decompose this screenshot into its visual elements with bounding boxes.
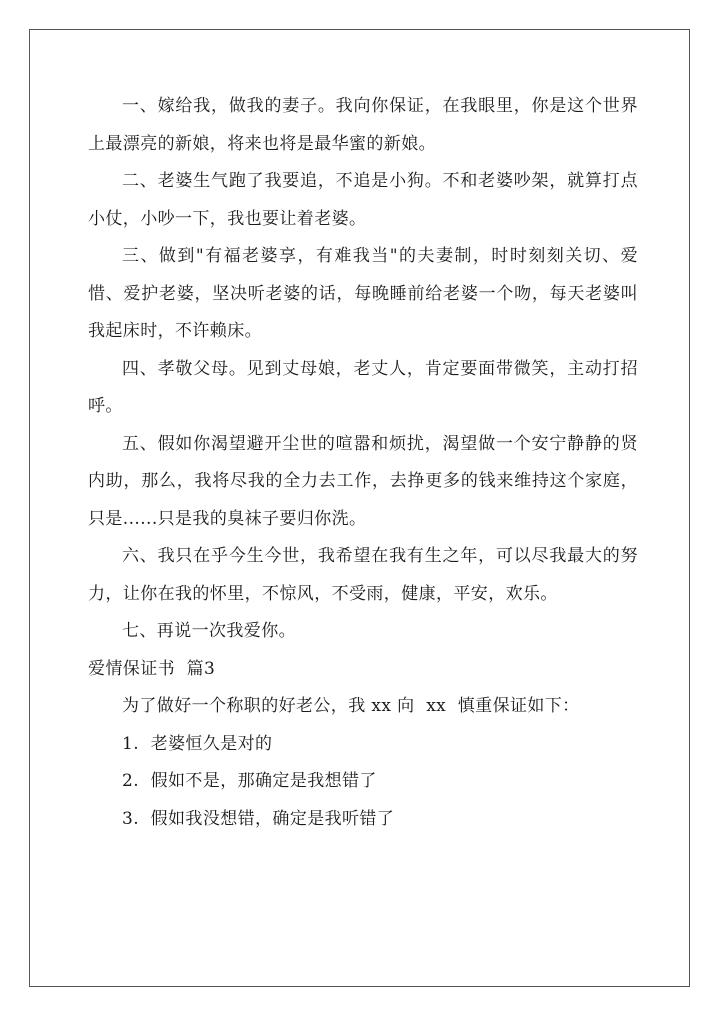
paragraph-2: 二、老婆生气跑了我要追，不追是小狗。不和老婆吵架，就算打点小仗，小吵一下，我也要让着老婆。	[88, 171, 638, 229]
paragraph-3: 三、做到"有福老婆享，有难我当"的夫妻制，时时刻刻关切、爱惜、爱护老婆，坚决听老婆的话，每晚睡前给老婆一个吻，每天老婆叫我起床时，不许赖床。	[88, 246, 638, 341]
paragraph-7: 七、再说一次我爱你。	[122, 621, 296, 641]
paragraph-4: 四、孝敬父母。见到丈母娘，老丈人，肯定要面带微笑，主动打招呼。	[88, 358, 638, 416]
intro-paragraph: 为了做好一个称职的好老公，我 xx 向 xx 慎重保证如下：	[122, 696, 580, 716]
document-body	[88, 88, 638, 838]
list-item: 1. 老婆恒久是对的	[122, 733, 273, 754]
paragraph-5: 五、假如你渴望避开尘世的喧嚣和烦扰，渴望做一个安宁静静的贤内助，那么，我将尽我的全力去工作，去挣更多的钱来维持这个家庭，只是......只是我的臭袜子要归你洗。	[88, 433, 638, 529]
paragraph-6: 六、我只在乎今生今世，我希望在我有生之年，可以尽我最大的努力，让你在我的怀里，不惊风，不受雨，健康，平安，欢乐。	[88, 546, 638, 604]
list-item: 3. 假如我没想错，确定是我听错了	[122, 808, 395, 829]
section-heading: 爱情保证书 篇3	[88, 658, 216, 679]
paragraph-1: 一、嫁给我，做我的妻子。我向你保证，在我眼里，你是这个世界上最漂亮的新娘，将来也将是最华蜜的新娘。	[88, 96, 638, 154]
list-item: 2. 假如不是，那确定是我想错了	[122, 771, 377, 791]
